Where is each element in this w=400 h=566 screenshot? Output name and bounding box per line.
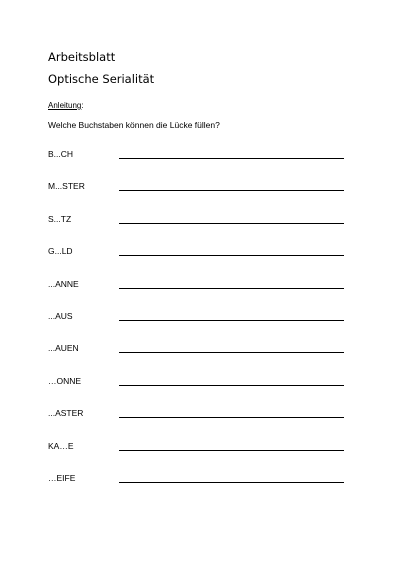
exercise-word: S...TZ [48, 213, 72, 224]
exercise-word: …ONNE [48, 375, 82, 386]
exercise-row [0, 214, 400, 228]
exercise-row [0, 246, 400, 260]
answer-line[interactable] [119, 190, 344, 191]
exercise-word: KA…E [48, 440, 74, 451]
answer-line[interactable] [119, 482, 344, 483]
exercise-row [0, 343, 400, 357]
exercise-word: G...LD [48, 246, 73, 257]
exercise-row [0, 376, 400, 390]
answer-line[interactable] [119, 288, 344, 289]
exercise-row [0, 149, 400, 163]
exercise-word: …EIFE [48, 473, 76, 483]
answer-line[interactable] [119, 223, 344, 224]
exercise-row [0, 279, 400, 293]
answer-line[interactable] [119, 320, 344, 321]
exercise-word: ...ASTER [48, 408, 84, 419]
worksheet-subheading: Optische Serialität [48, 72, 155, 86]
exercise-row [0, 441, 400, 455]
exercise-word: ...AUS [48, 311, 73, 321]
exercise-row [0, 311, 400, 325]
exercise-word: ...AUEN [48, 343, 79, 354]
instruction-label-colon: : [81, 101, 84, 110]
exercise-word: B...CH [48, 149, 74, 159]
exercise-word: ...ANNE [48, 278, 79, 289]
answer-line[interactable] [119, 352, 344, 353]
worksheet-heading: Arbeitsblatt [48, 50, 116, 64]
exercise-row [0, 181, 400, 195]
answer-line[interactable] [119, 385, 344, 386]
instruction-question: Welche Buchstaben können die Lücke füllen? [48, 120, 220, 130]
answer-line[interactable] [119, 417, 344, 418]
exercise-row [0, 408, 400, 422]
exercise-row [0, 473, 400, 487]
answer-line[interactable] [119, 450, 344, 451]
answer-line[interactable] [119, 158, 344, 159]
instruction-label-text: Anleitung [48, 101, 82, 110]
exercise-word: M...STER [48, 181, 85, 192]
answer-line[interactable] [119, 255, 344, 256]
